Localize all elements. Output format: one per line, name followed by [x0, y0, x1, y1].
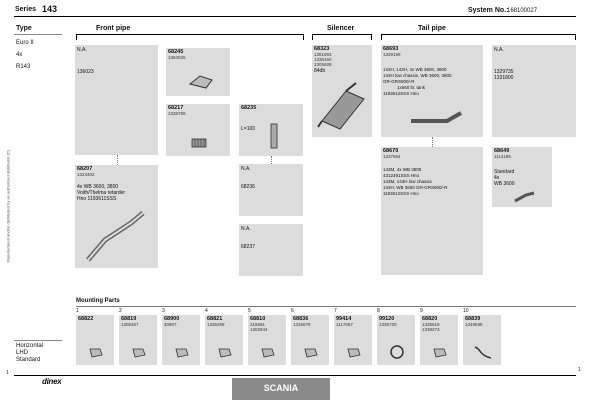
type-line-2: 4x: [16, 52, 23, 58]
mounting-part-index: 10: [463, 308, 469, 314]
mounting-part-number: 68836: [293, 316, 309, 322]
clamp-drawing: [188, 70, 218, 90]
part-line-1: Standard: [494, 169, 515, 175]
mounting-part-icon: [129, 345, 149, 359]
dinex-logo: dinex: [42, 377, 62, 386]
mounting-part-index: 7: [334, 308, 337, 314]
part-title: N.A.: [241, 226, 251, 232]
part-number: 68217: [168, 105, 184, 111]
part-ref-1: 1361983: [314, 52, 332, 57]
part-box-68235: [239, 104, 303, 156]
mounting-part-number: 99414: [336, 316, 352, 322]
part-box-68323: [312, 45, 372, 137]
mounting-part-icon: [172, 345, 192, 359]
mounting-part-index: 3: [162, 308, 165, 314]
part-line-1: 4x WB 3600, 3800: [77, 184, 119, 190]
mounting-part-index: 9: [420, 308, 423, 314]
part-box-68245: [166, 48, 230, 96]
part-line-2: 143H low chassis, WB 3600, 3800: [383, 73, 452, 78]
part-line-4: 143H, WB 3600 GR-GRS900/-R: [383, 185, 448, 190]
part-ref: 1114185: [494, 154, 511, 159]
part-line-5: 1193612SSS Hno: [383, 191, 419, 196]
standard-label: Standard: [16, 357, 41, 363]
part-line-3: Hno 1193611SSS: [77, 196, 117, 202]
part-box-na-136023: [75, 45, 158, 155]
part-box-na-1329735: [492, 45, 576, 137]
mounting-part-number: 68821: [207, 316, 223, 322]
mounting-part-index: 8: [377, 308, 380, 314]
part-ref: 1324402: [77, 172, 95, 177]
left-bottom-divider: [14, 340, 62, 341]
part-box-68670: [381, 147, 483, 275]
mounting-part-index: 2: [119, 308, 122, 314]
silencer-bracket: [312, 34, 372, 35]
mounting-part-icon: [258, 345, 278, 359]
system-no-label: System No.:: [468, 7, 509, 14]
part-desc: 84db: [314, 68, 326, 74]
header-divider: [14, 16, 576, 17]
front-pipe-bracket: [76, 34, 304, 35]
mounting-part-ref: 1117067: [336, 322, 353, 327]
part-number: 68670: [383, 148, 399, 154]
part-line-5: 1193612SSS Hno: [383, 91, 419, 96]
section-silencer: Silencer: [327, 25, 355, 32]
part-box-68649: [492, 147, 552, 207]
mounting-part-box: [248, 315, 286, 365]
part-title: N.A.: [77, 47, 87, 53]
brand-name: SCANIA: [263, 383, 299, 393]
mounting-part-ref: 1335299: [207, 322, 225, 327]
part-ref: 1337664: [383, 154, 401, 159]
part-code: 68237: [241, 244, 255, 250]
type-label: Type: [16, 25, 32, 32]
mounting-part-number: 99120: [379, 316, 395, 322]
mounting-part-index: 6: [291, 308, 294, 314]
mounting-part-number: 68822: [78, 316, 94, 322]
mounting-part-icon: [430, 345, 450, 359]
part-ref-1: 1329735: [494, 69, 514, 75]
section-tail-pipe: Tail pipe: [418, 25, 446, 32]
mounting-part-box: [162, 315, 200, 365]
part-ref: 1349199: [383, 52, 401, 57]
section-front-pipe: Front pipe: [96, 25, 131, 32]
part-number: 68649: [494, 148, 510, 154]
mounting-part-number: 68900: [164, 316, 180, 322]
mounting-part-ref: 1335720: [379, 322, 397, 327]
mounting-part-number: 68820: [422, 316, 438, 322]
type-line-1: Euro II: [16, 40, 34, 46]
part-line-1: 143H, 143H, 4x WB 3600, 3800: [383, 67, 447, 72]
part-ref-2: 1331800: [494, 75, 514, 81]
mounting-part-ref: 1349698: [465, 322, 483, 327]
mounting-part-box: [334, 315, 372, 365]
part-line-2: 4312491SSS Hno: [383, 173, 420, 178]
silencer-drawing: [316, 81, 370, 131]
mounting-part-icon: [473, 345, 493, 359]
mounting-part-box: [377, 315, 415, 365]
tail-end-drawing: [512, 189, 538, 205]
section-mounting-parts: Mounting Parts: [76, 298, 120, 304]
part-line-3: GR-GRS900/-R: [383, 79, 415, 84]
part-ref-3: 1305928: [314, 62, 332, 67]
mounting-part-icon: [344, 345, 364, 359]
part-number: 68235: [241, 105, 257, 111]
part-number: 68245: [168, 49, 184, 55]
part-number: 68207: [77, 166, 93, 172]
part-desc: L=100: [241, 126, 256, 132]
mounting-divider: [76, 306, 576, 307]
flex-pipe-drawing: [190, 136, 210, 150]
part-line-3: WB 3600: [494, 181, 515, 187]
series-label: Series: [15, 6, 37, 13]
front-pipe-drawing: [83, 205, 153, 265]
part-box-68217: [166, 104, 230, 156]
part-title: N.A.: [241, 166, 251, 172]
mounting-part-icon: [86, 345, 106, 359]
side-text: Manufactured and/or distributed by an authorised distributor (C): [5, 149, 11, 263]
part-title: N.A.: [494, 47, 504, 53]
mounting-part-index: 4: [205, 308, 208, 314]
mounting-part-index: 1: [76, 308, 79, 314]
mounting-part-icon: [387, 345, 407, 359]
part-ref-2: 1338160: [314, 57, 332, 62]
part-box-68693: [381, 45, 483, 137]
part-line-4: 1x560 ltr. tank: [397, 85, 426, 90]
type-line-3: R143: [16, 64, 31, 70]
page-number-left: 1: [6, 370, 9, 376]
orientation-label: Horizontal: [16, 343, 44, 349]
page-number-right: 1: [578, 367, 581, 373]
mounting-part-ref: 1315679: [293, 322, 311, 327]
mounting-part-box: [420, 315, 458, 365]
part-line-3: 143M, 143H low chassis: [383, 179, 432, 184]
part-ref: 1335789: [168, 111, 186, 116]
part-box-na-68237: [239, 224, 303, 276]
footer-divider: [14, 375, 576, 376]
part-line-1: 143M, 4x WB 3600: [383, 167, 422, 172]
mounting-part-box: [463, 315, 501, 365]
drive-label: LHD: [16, 350, 29, 356]
mounting-part-ref: 215681 1302844: [250, 322, 268, 332]
part-code: 68236: [241, 184, 255, 190]
mounting-part-ref: 1335618 1338273: [422, 322, 440, 332]
mounting-part-icon: [215, 345, 235, 359]
type-underline: [14, 34, 62, 35]
mounting-part-number: 68839: [465, 316, 481, 322]
pipe-piece-drawing: [267, 122, 281, 152]
tail-pipe-drawing: [407, 103, 467, 133]
mounting-part-box: [119, 315, 157, 365]
mounting-part-ref: 1305367: [121, 322, 139, 327]
mounting-part-number: 68819: [121, 316, 137, 322]
part-number: 68693: [383, 46, 399, 52]
series-value: 143: [42, 4, 58, 14]
part-line-2: Voith/Thelma retarder: [77, 190, 126, 196]
tail-pipe-bracket: [381, 34, 576, 35]
part-number: 68323: [314, 46, 330, 52]
part-code: 136023: [77, 69, 94, 75]
mounting-part-icon: [301, 345, 321, 359]
part-ref: 1364025: [168, 55, 186, 60]
mounting-part-box: [76, 315, 114, 365]
mounting-part-index: 5: [248, 308, 251, 314]
mounting-part-number: 68810: [250, 316, 266, 322]
part-box-68207: [75, 165, 158, 268]
system-no-value: 168100027: [507, 8, 538, 14]
mounting-part-box: [291, 315, 329, 365]
part-box-na-68236: [239, 164, 303, 216]
mounting-part-box: [205, 315, 243, 365]
mounting-part-ref: 40907: [164, 322, 177, 327]
part-line-2: 4x: [494, 175, 500, 181]
